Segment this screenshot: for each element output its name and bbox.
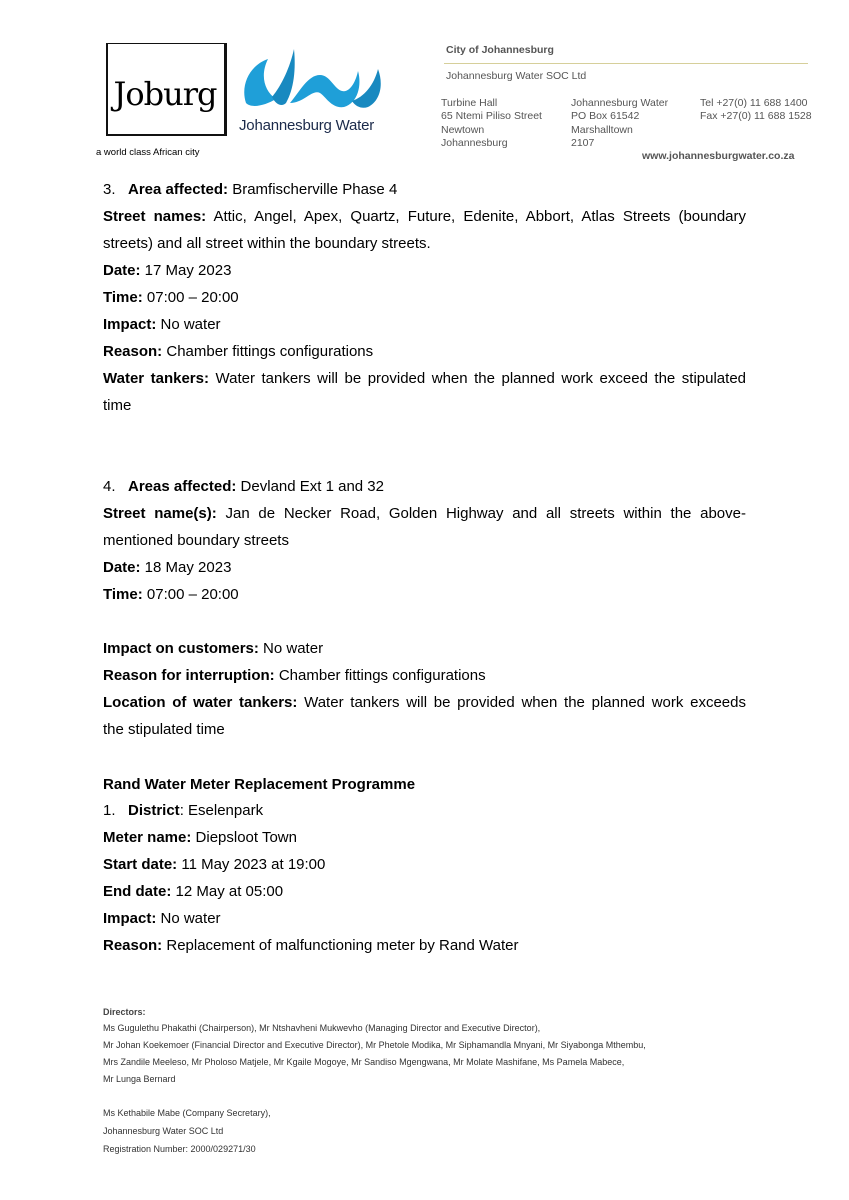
item3-streets-label: Street names:	[103, 208, 207, 225]
item3-time-label: Time:	[103, 289, 143, 306]
header-divider	[444, 63, 808, 64]
item4-reason-label: Reason for interruption:	[103, 667, 275, 684]
item4-reason	[103, 667, 746, 685]
item4-area-label: Areas affected:	[128, 478, 237, 495]
item4-tankers-cont: the stipulated time	[103, 721, 225, 738]
rand-end	[103, 883, 746, 901]
item3-tankers-cont: time	[103, 397, 132, 414]
rand-start-label: Start date:	[103, 856, 178, 873]
rand-start-value: 11 May 2023 at 19:00	[177, 856, 326, 873]
registration-number: Registration Number: 2000/029271/30	[103, 1144, 256, 1154]
item4-date	[103, 559, 746, 577]
rand-water-heading: Rand Water Meter Replacement Programme	[103, 776, 416, 793]
footer-company: Johannesburg Water SOC Ltd	[103, 1126, 224, 1136]
rand-reason-value: Replacement of malfunctioning meter by Rand Water	[162, 937, 519, 954]
item3-tankers-label: Water tankers:	[103, 370, 209, 387]
directors-line-1: Ms Gugulethu Phakathi (Chairperson), Mr Ntshavheni Mukwevho (Managing Director and Executive Director),	[103, 1023, 541, 1033]
item3-impact-value: No water	[156, 316, 221, 333]
rand-number: 1.	[103, 802, 116, 819]
item3-streets-value: Attic, Angel, Apex, Quartz, Future, Edenite, Abbort, Atlas Streets (boundary	[206, 208, 746, 225]
contact-numbers: Tel +27(0) 11 688 1400 Fax +27(0) 11 688 1528	[700, 97, 812, 123]
item3-area-value: Bramfischerville Phase 4	[228, 181, 398, 198]
rand-start	[103, 856, 746, 874]
item3-time-value: 07:00 – 20:00	[142, 289, 239, 306]
item3-date	[103, 262, 746, 280]
item4-streets	[103, 505, 746, 523]
item4-streets-value: Jan de Necker Road, Golden Highway and all streets within the above-	[216, 505, 746, 522]
rand-impact-value: No water	[156, 910, 221, 927]
item4-impact-label: Impact on customers:	[103, 640, 259, 657]
item4-reason-value: Chamber fittings configurations	[274, 667, 486, 684]
directors-line-4: Mr Lunga Bernard	[103, 1074, 176, 1084]
item4-streets-cont: mentioned boundary streets	[103, 532, 289, 549]
item4-time	[103, 586, 746, 604]
rand-reason	[103, 937, 746, 955]
item3-impact	[103, 316, 746, 334]
item3-reason-value: Chamber fittings configurations	[162, 343, 374, 360]
item4-impact-value: No water	[258, 640, 324, 657]
website-link[interactable]: www.johannesburgwater.co.za	[642, 150, 795, 162]
item3-number: 3.	[103, 181, 116, 198]
jw-logo-wave-1	[244, 59, 276, 106]
joburg-logo-text: Joburg	[113, 75, 217, 113]
directors-line-3: Mrs Zandile Meeleso, Mr Pholoso Matjele, Mr Kgaile Mogoye, Mr Sandiso Mgengwana, Mr Molate Mashifane, Ms Pamela Mabece,	[103, 1057, 625, 1067]
company-secretary: Ms Kethabile Mabe (Company Secretary),	[103, 1108, 271, 1118]
item3-date-value: 17 May 2023	[140, 262, 232, 279]
item3-area	[103, 181, 746, 199]
johannesburg-water-logo-icon	[238, 45, 388, 117]
item4-tankers	[103, 694, 746, 712]
item3-date-label: Date:	[103, 262, 141, 279]
item4-streets-label: Street name(s):	[103, 505, 217, 522]
directors-line-2: Mr Johan Koekemoer (Financial Director and Executive Director), Mr Phetole Modika, Mr Siphamandla Mnyani, Mr Siyabonga Mthembu,	[103, 1040, 646, 1050]
jw-logo-wave-3	[290, 71, 359, 107]
item4-tankers-value: Water tankers will be provided when the planned work exceeds	[297, 694, 746, 711]
item3-area-label: Area affected:	[128, 181, 229, 198]
joburg-tagline: a world class African city	[96, 147, 200, 158]
item4-tankers-label: Location of water tankers:	[103, 694, 298, 711]
item4-date-value: 18 May 2023	[140, 559, 232, 576]
rand-district-value: : Eselenpark	[179, 802, 264, 819]
item4-area-value: Devland Ext 1 and 32	[236, 478, 384, 495]
rand-end-label: End date:	[103, 883, 172, 900]
directors-label: Directors:	[103, 1007, 146, 1017]
item3-tankers	[103, 370, 746, 388]
rand-district-label: District	[128, 802, 180, 819]
city-name: City of Johannesburg	[446, 44, 554, 56]
postal-address: Johannesburg Water PO Box 61542 Marshalltown 2107	[571, 97, 669, 150]
item3-streets	[103, 208, 746, 226]
jw-logo-wave-2	[272, 49, 295, 105]
item3-time	[103, 289, 746, 307]
item3-reason	[103, 343, 746, 361]
street-address: Turbine Hall 65 Ntemi Piliso Street Newtown Johannesburg	[441, 97, 542, 150]
rand-impact	[103, 910, 746, 928]
item3-reason-label: Reason:	[103, 343, 163, 360]
company-name: Johannesburg Water SOC Ltd	[446, 70, 587, 82]
rand-district	[103, 802, 746, 820]
rand-meter-value: Diepsloot Town	[191, 829, 297, 846]
item3-streets-cont: streets) and all street within the boundary streets.	[103, 235, 431, 252]
johannesburg-water-logo-text: Johannesburg Water	[239, 117, 375, 134]
rand-meter	[103, 829, 746, 847]
rand-impact-label: Impact:	[103, 910, 157, 927]
item4-time-label: Time:	[103, 586, 143, 603]
item3-impact-label: Impact:	[103, 316, 157, 333]
item4-impact	[103, 640, 746, 658]
item4-date-label: Date:	[103, 559, 141, 576]
rand-reason-label: Reason:	[103, 937, 163, 954]
item4-time-value: 07:00 – 20:00	[142, 586, 239, 603]
rand-end-value: 12 May at 05:00	[171, 883, 284, 900]
item4-number: 4.	[103, 478, 116, 495]
rand-meter-label: Meter name:	[103, 829, 192, 846]
item3-tankers-value: Water tankers will be provided when the planned work exceed the stipulated	[209, 370, 746, 387]
item4-area	[103, 478, 746, 496]
